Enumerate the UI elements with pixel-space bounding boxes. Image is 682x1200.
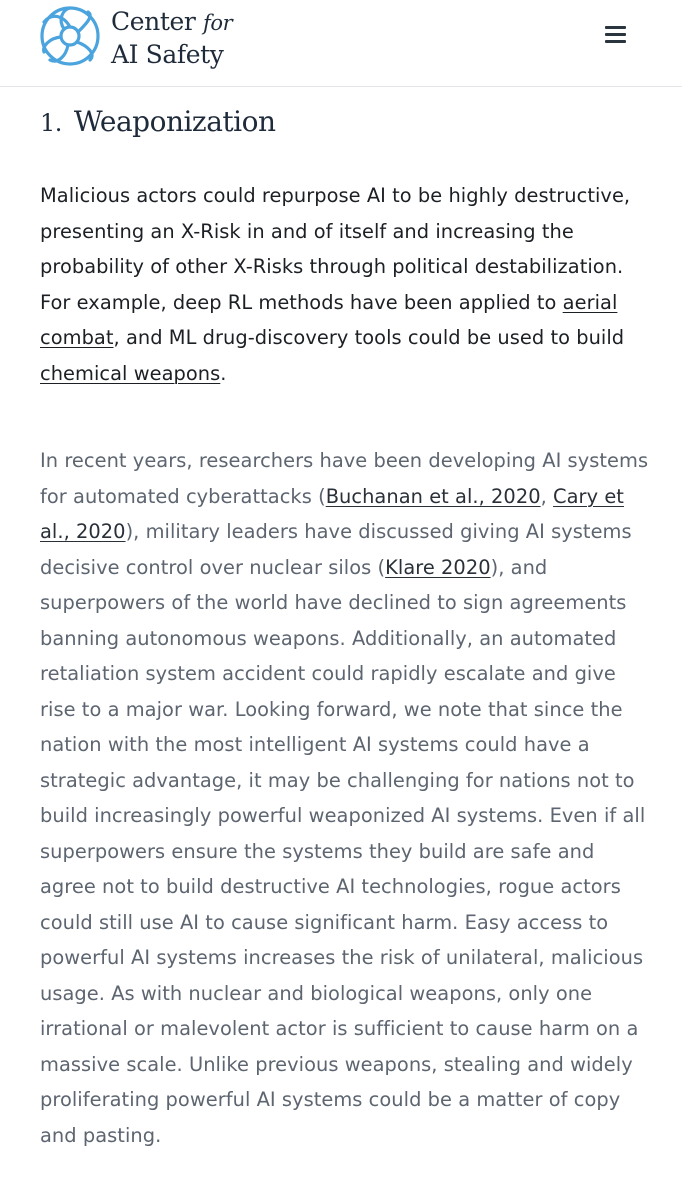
section-number: 1. bbox=[40, 109, 62, 137]
body-text: In recent years, researchers have been developing AI systems for automated cyberattacks ( bbox=[40, 449, 649, 508]
body-paragraph bbox=[40, 443, 652, 1153]
site-header bbox=[0, 0, 682, 87]
hamburger-menu-button[interactable] bbox=[596, 16, 636, 52]
lead-paragraph bbox=[40, 178, 652, 391]
body-text: , bbox=[540, 484, 554, 508]
cary-citation-link[interactable]: Cary et al., 2020 bbox=[40, 484, 624, 543]
article-content bbox=[40, 100, 652, 1153]
section-heading bbox=[40, 100, 652, 145]
brand-wordmark[interactable] bbox=[111, 6, 232, 71]
hamburger-menu-icon bbox=[605, 33, 626, 36]
section-title: Weaponization bbox=[73, 105, 276, 138]
lead-text: Malicious actors could repurpose AI to be highly destructive, presenting an X-Risk in and of itself and increasing the probability of other X-Risks through political destabilization. For example, deep RL methods have been applied to bbox=[40, 184, 631, 314]
body-text: ), and superpowers of the world have declined to sign agreements banning autonomous weapons. Additionally, an automated retaliation system accident could rapidly escalate and give rise to a major war. Looking forward, we note that since the nation with the most intelligent AI systems could have a strategic advantage, it may be challenging for nations not to build increasingly powerful weaponized AI systems. Even if all superpowers ensure the systems they build are safe and agree not to build destructive AI technologies, rogue actors could still use AI to cause significant harm. Easy access to powerful AI systems increases the risk of unilateral, malicious usage. As with nuclear and biological weapons, only one irrational or malevolent actor is sufficient to cause harm on a massive scale. Unlike previous weapons, stealing and widely proliferating powerful AI systems could be a matter of copy and pasting. bbox=[40, 555, 646, 1147]
hamburger-menu-icon bbox=[605, 40, 626, 43]
body-text: ), military leaders have discussed giving AI systems decisive control over nuclear silos ( bbox=[40, 520, 632, 579]
buchanan-citation-link[interactable]: Buchanan et al., 2020 bbox=[325, 484, 541, 508]
lead-text: . bbox=[220, 361, 227, 385]
klare-citation-link[interactable]: Klare 2020 bbox=[385, 555, 491, 579]
aerial-combat-link[interactable]: aerial combat bbox=[40, 290, 618, 349]
brand-ai-safety: AI Safety bbox=[111, 40, 224, 69]
brand-for: for bbox=[202, 11, 233, 35]
chemical-weapons-link[interactable]: chemical weapons bbox=[40, 361, 221, 385]
lead-text: , and ML drug-discovery tools could be used to build bbox=[113, 326, 625, 349]
brand-center: Center bbox=[111, 7, 196, 36]
spiral-logo-icon[interactable] bbox=[38, 4, 102, 68]
hamburger-menu-icon bbox=[605, 26, 626, 29]
